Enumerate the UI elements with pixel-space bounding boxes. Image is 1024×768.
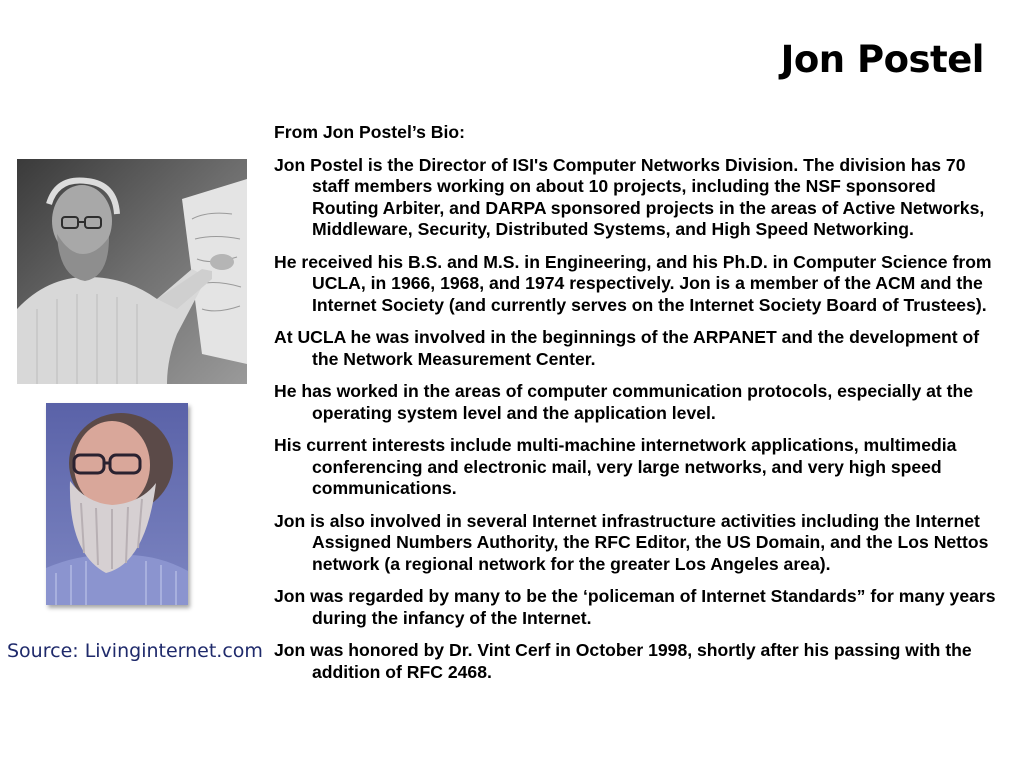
bio-paragraph: Jon was regarded by many to be the ‘policeman of Internet Standards” for many years during the infancy of the Internet. [274,586,996,628]
bio-paragraph: His current interests include multi-machine internetwork applications, multimedia conferencing and electronic mail, very large networks, and very high speed communications. [274,435,957,498]
bio-paragraph: Jon is also involved in several Internet infrastructure activities including the Internet Assigned Numbers Authority, the RFC Editor, the US Domain, and the Los Nettos network (a regional network for the greater Los Angeles area). [274,510,989,574]
bio-paragraph: He has worked in the areas of computer communication protocols, especially at the operating system level and the application level. [274,381,974,423]
bio-heading: From Jon Postel’s Bio: [274,122,465,142]
image-source-credit: Source: Livinginternet.com [7,640,263,662]
page-title: Jon Postel [780,38,984,81]
bio-text-block [274,122,1002,694]
bio-paragraph: Jon Postel is the Director of ISI's Computer Networks Division. The division has 70 staff members working on about 10 projects, including the NSF sponsored Routing Arbiter, and DARPA sponsored projects in the areas of Active Networks, Middleware, Security, Distributed Systems, and High Speed Networking. [274,154,985,239]
photo-pointing-at-board [17,159,247,384]
bio-paragraph: He received his B.S. and M.S. in Engineering, and his Ph.D. in Computer Science from UCLA, in 1966, 1968, and 1974 respectively. Jon is a member of the ACM and the Internet Society (and currently serves on the Internet Society Board of Trustees). [274,251,992,315]
bio-paragraph: Jon was honored by Dr. Vint Cerf in October 1998, shortly after his passing with the addition of RFC 2468. [274,640,972,682]
bio-paragraph: At UCLA he was involved in the beginnings of the ARPANET and the development of the Network Measurement Center. [274,327,980,369]
photo-portrait [46,403,188,605]
